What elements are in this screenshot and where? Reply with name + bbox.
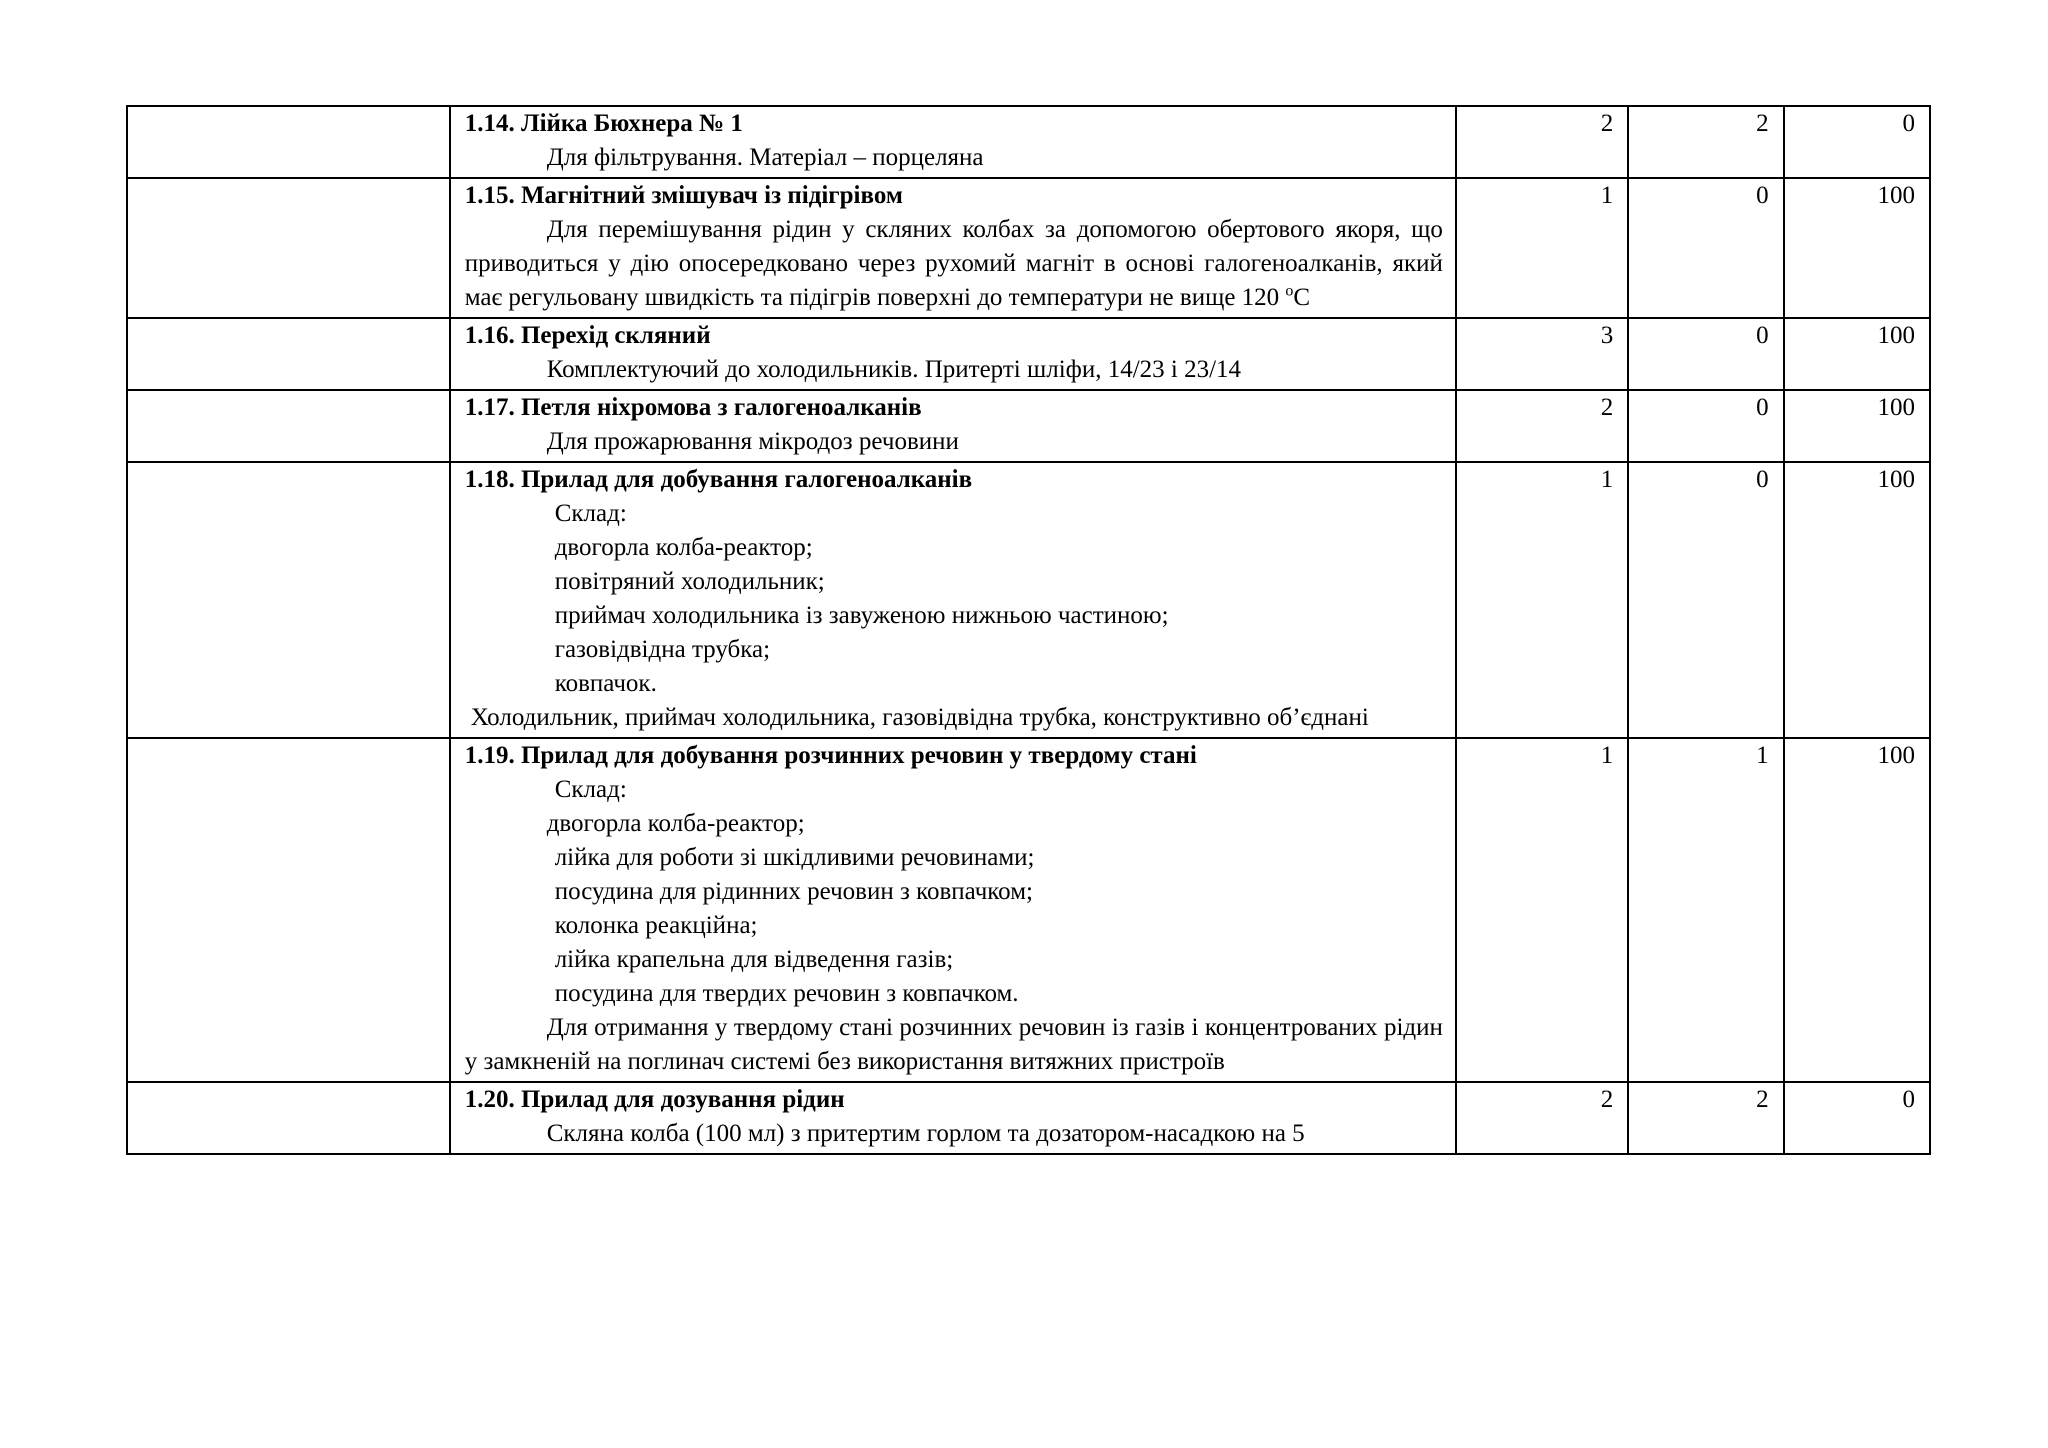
description-text: Для перемішування рідин у скляних колбах за допомогою обертового якоря, що приводиться у дію опосередковано через рухомий магніт в основі галогеноалканів, який має регульовану швидкість та підігрів поверхні до температури не вище 120 [464,216,1443,311]
qty-cell-2: 0 [1628,318,1783,390]
composition-item: газовідвідна трубка; [554,636,771,663]
item-description-cell [450,390,1456,462]
composition-item: посудина для рідинних речовин з ковпачком; [554,878,1033,905]
qty-cell-1: 1 [1456,178,1628,318]
qty-cell-1: 2 [1456,106,1628,178]
percent-cell: 0 [1784,106,1930,178]
empty-cell [127,318,450,390]
item-title: 1.17. Петля ніхромова з галогеноалканів [464,394,922,421]
item-description: Скляна колба (100 мл) з притертим горлом та дозатором-насадкою на 5 [546,1120,1305,1147]
empty-cell [127,178,450,318]
percent-cell: 100 [1784,318,1930,390]
item-description: Для фільтрування. Матеріал – порцеляна [546,144,984,171]
qty-cell-2: 0 [1628,178,1783,318]
percent-cell: 100 [1784,390,1930,462]
qty-cell-1: 1 [1456,462,1628,738]
composition-item: двогорла колба-реактор; [554,534,813,561]
qty-cell-2: 0 [1628,390,1783,462]
item-description-cell [450,318,1456,390]
composition-item: лійка крапельна для відведення газів; [554,946,954,973]
composition-item: лійка для роботи зі шкідливими речовинами; [554,844,1035,871]
empty-cell [127,106,450,178]
empty-cell [127,462,450,738]
qty-cell-2: 2 [1628,1082,1783,1154]
temperature-unit: С [1293,284,1311,311]
empty-cell [127,390,450,462]
table-row [127,390,1930,462]
composition-heading: Склад: [554,776,627,803]
item-description-cell [450,178,1456,318]
composition-item: повітряний холодильник; [554,568,825,595]
qty-cell-1: 2 [1456,390,1628,462]
item-note: Для отримання у твердому стані розчинних речовин із газів і концентрованих рідин у замкненій на поглинач системі без використання витяжних пристроїв [464,1014,1443,1075]
table-row [127,106,1930,178]
item-title: 1.16. Перехід скляний [464,322,711,349]
empty-cell [127,1082,450,1154]
item-description-cell [450,1082,1456,1154]
table-row [127,462,1930,738]
empty-cell [127,738,450,1082]
qty-cell-2: 1 [1628,738,1783,1082]
composition-item: колонка реакційна; [554,912,758,939]
item-title: 1.20. Прилад для дозування рідин [464,1086,845,1113]
item-title: 1.19. Прилад для добування розчинних речовин у твердому стані [464,742,1197,769]
percent-cell: 100 [1784,462,1930,738]
composition-item: ковпачок. [554,670,657,697]
percent-cell: 0 [1784,1082,1930,1154]
table-row [127,738,1930,1082]
item-description-cell [450,462,1456,738]
composition-item: двогорла колба-реактор; [546,810,805,837]
item-title: 1.18. Прилад для добування галогеноалканів [464,466,973,493]
composition-item: приймач холодильника із завуженою нижньою частиною; [554,602,1169,629]
item-description [465,213,1443,315]
item-note: Холодильник, приймач холодильника, газовідвідна трубка, конструктивно об’єднані [470,704,1369,731]
table-row [127,178,1930,318]
item-title: 1.15. Магнітний змішувач із підігрівом [464,182,903,209]
percent-cell: 100 [1784,738,1930,1082]
qty-cell-1: 1 [1456,738,1628,1082]
item-title: 1.14. Лійка Бюхнера № 1 [464,110,743,137]
item-description-cell [450,106,1456,178]
table-row [127,318,1930,390]
item-description: Комплектуючий до холодильників. Притерті шліфи, 14/23 і 23/14 [546,356,1242,383]
qty-cell-1: 3 [1456,318,1628,390]
equipment-table [126,105,1931,1155]
qty-cell-1: 2 [1456,1082,1628,1154]
item-description: Для прожарювання мікродоз речовини [546,428,959,455]
item-description-cell [450,738,1456,1082]
qty-cell-2: 0 [1628,462,1783,738]
composition-item: посудина для твердих речовин з ковпачком. [554,980,1019,1007]
table-row [127,1082,1930,1154]
percent-cell: 100 [1784,178,1930,318]
composition-heading: Склад: [554,500,627,527]
degree-superscript: о [1285,282,1294,300]
qty-cell-2: 2 [1628,106,1783,178]
